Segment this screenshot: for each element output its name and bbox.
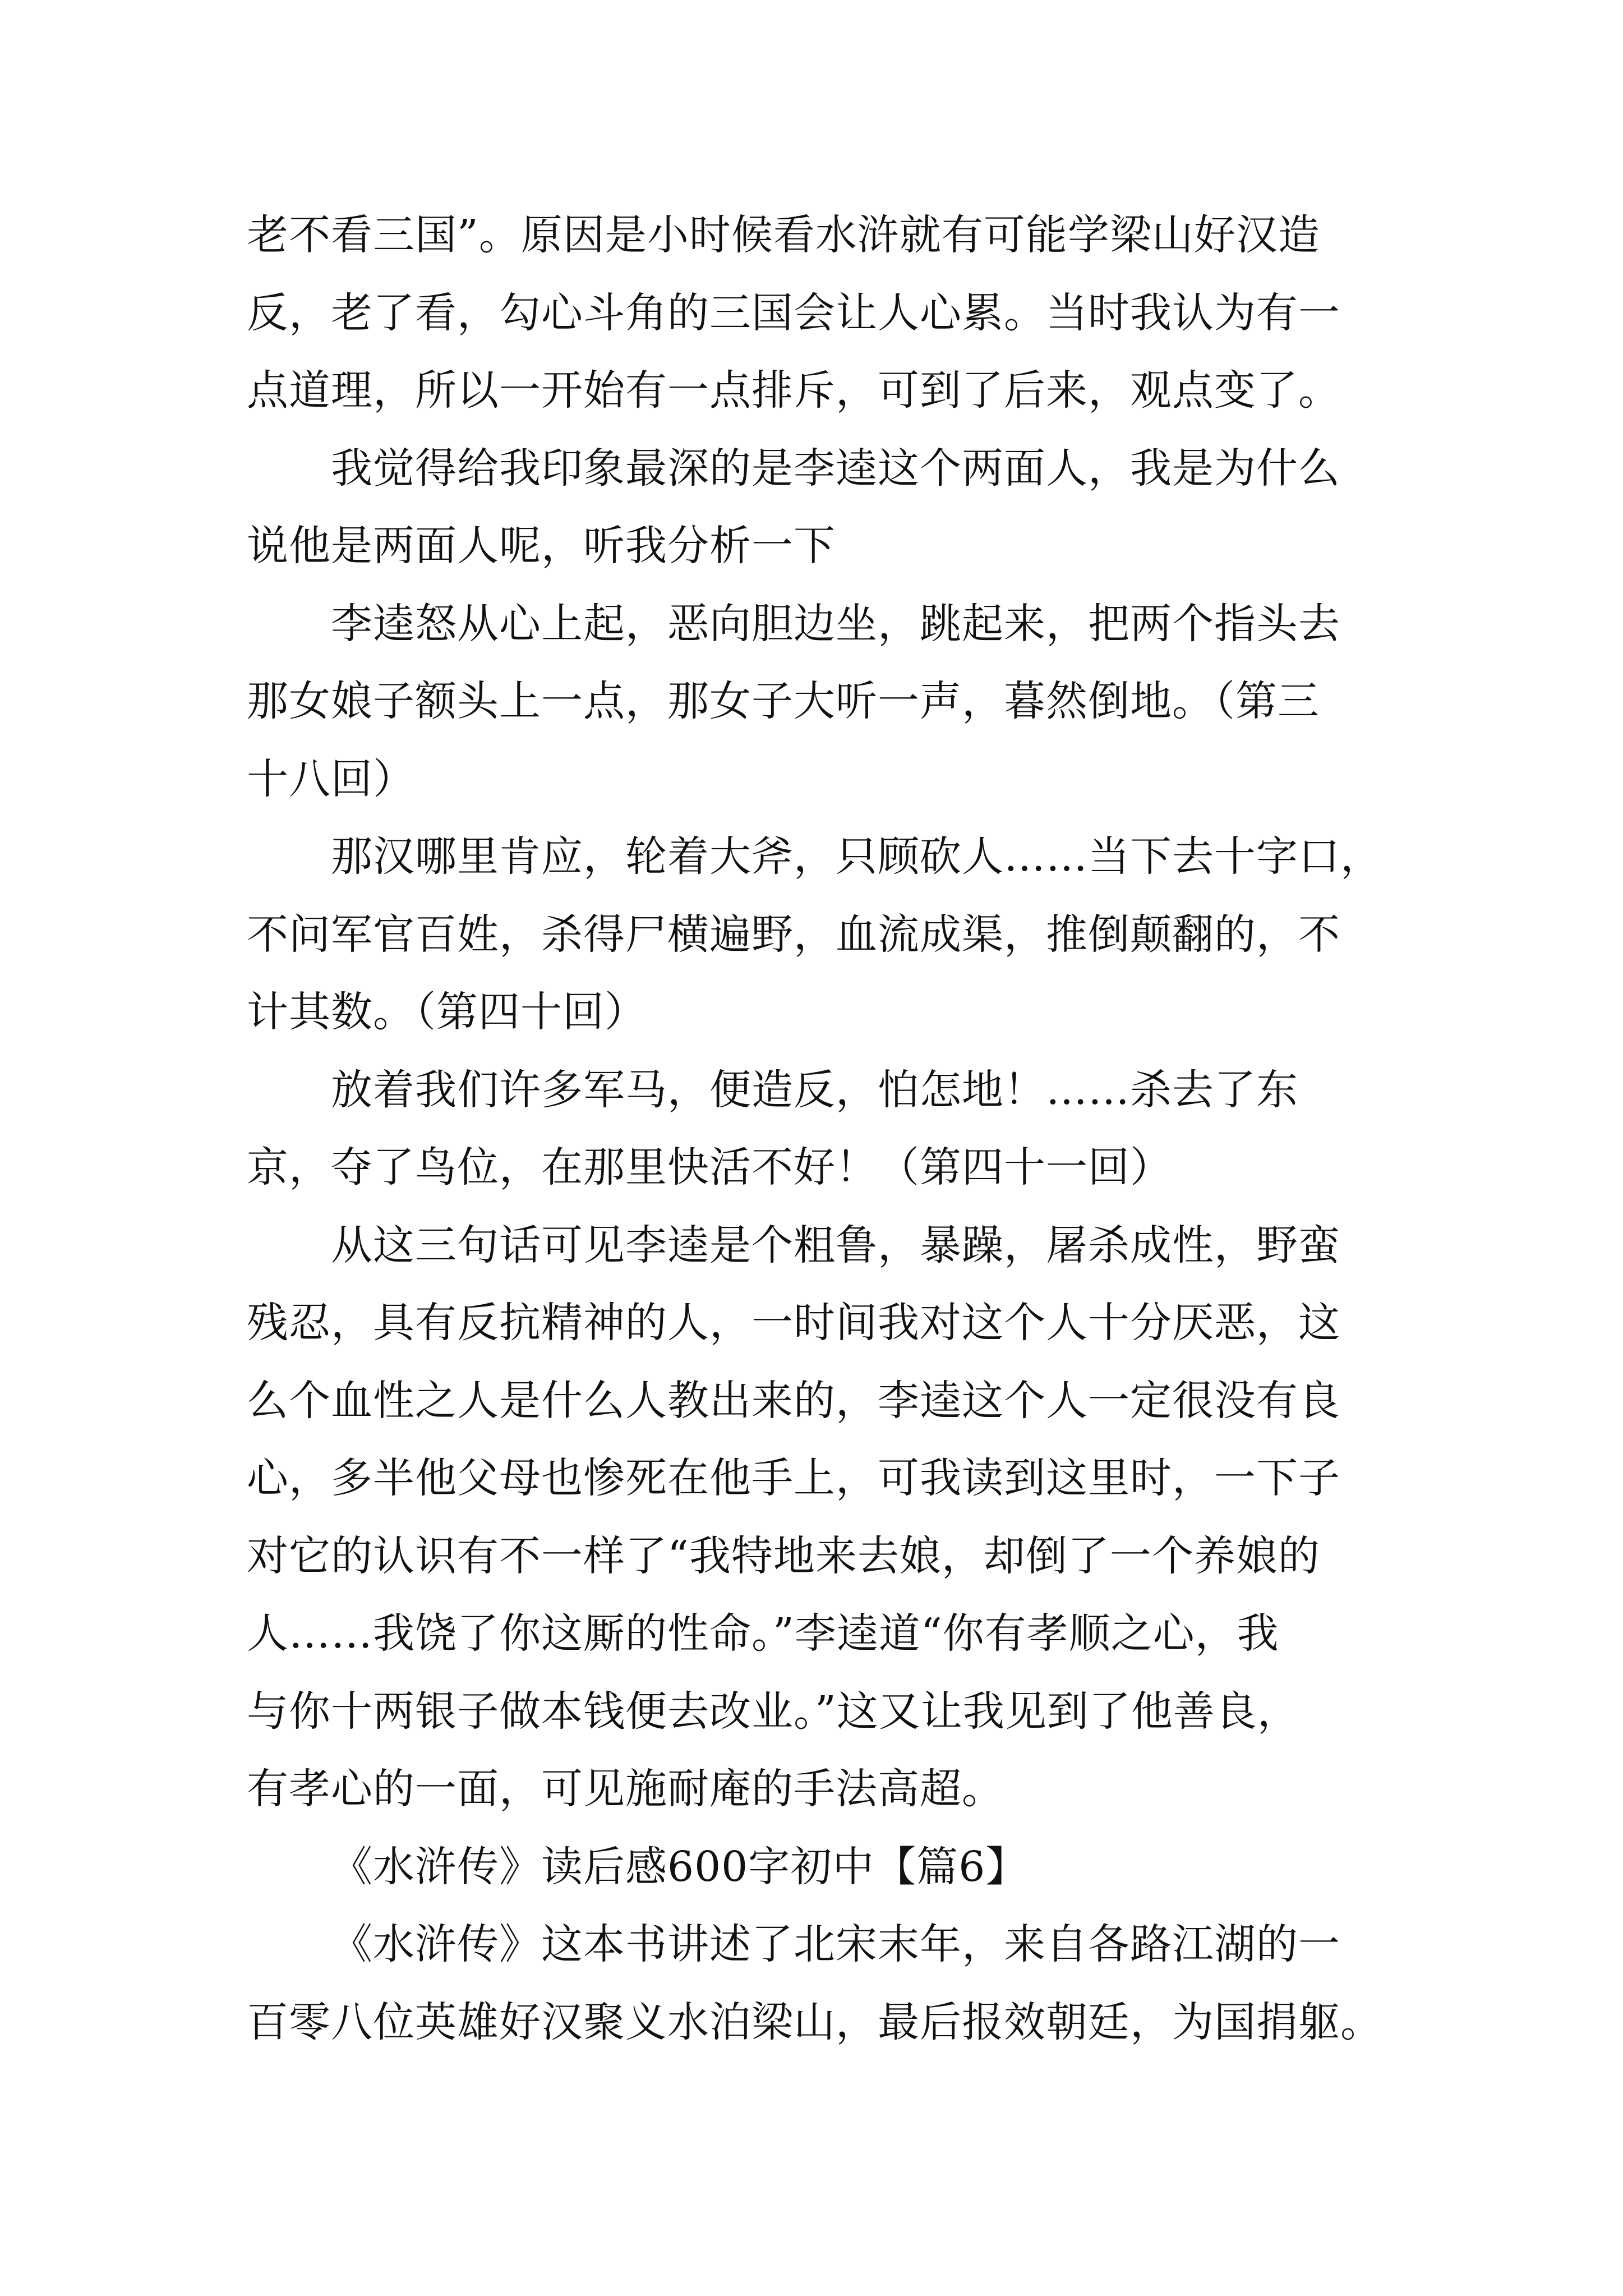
text-line-5: 说他是两面人呢，听我分析一下 (247, 522, 836, 570)
text-line-19: 人……我饶了你这厮的性命。”李逵道“你有孝顺之心，我 (247, 1609, 1279, 1658)
body-text (247, 196, 1402, 2061)
text-line-13: 京，夺了鸟位，在那里快活不好！（第四十一回） (247, 1143, 1172, 1191)
quote-1-start: 李逵怒从心上起，恶向胆边坐，跳起来，把两个指头去 (331, 599, 1340, 648)
text-line-17: 心，多半他父母也惨死在他手上，可我读到这里时，一下子 (247, 1454, 1340, 1502)
text-line-3: 点道理，所以一开始有一点排斥，可到了后来，观点变了。 (247, 366, 1340, 415)
paragraph-start-line: 我觉得给我印象最深的是李逵这个两面人，我是为什么 (331, 444, 1340, 493)
quote-2-start: 那汉哪里肯应，轮着大斧，只顾砍人……当下去十字口， (331, 832, 1382, 881)
text-line-21: 有孝心的一面，可见施耐庵的手法高超。 (247, 1765, 1004, 1813)
text-line-16: 么个血性之人是什么人教出来的，李逵这个人一定很没有良 (247, 1376, 1340, 1425)
text-line-2: 反，老了看，勾心斗角的三国会让人心累。当时我认为有一 (247, 288, 1340, 337)
next-paragraph-start: 《水浒传》这本书讲述了北宋末年，来自各路江湖的一 (331, 1920, 1340, 1968)
text-line-11: 计其数。（第四十回） (247, 988, 647, 1036)
text-line-1: 老不看三国”。原因是小时候看水浒就有可能学梁山好汉造 (247, 211, 1320, 259)
text-line-24: 百零八位英雄好汉聚义水泊梁山，最后报效朝廷，为国捐躯。 (247, 1998, 1382, 2046)
text-line-18: 对它的认识有不一样了“我特地来去娘，却倒了一个养娘的 (247, 1531, 1320, 1580)
text-line-7: 那女娘子额头上一点，那女子大听一声，暮然倒地。（第三 (247, 677, 1320, 725)
text-line-10: 不问军官百姓，杀得尸横遍野，血流成渠，推倒颠翻的，不 (247, 910, 1340, 959)
section-heading: 《水浒传》读后感600字初中【篇6】 (331, 1842, 1028, 1891)
quote-3-start: 放着我们许多军马，便造反，怕怎地！……杀去了东 (331, 1065, 1298, 1114)
text-line-8: 十八回） (247, 754, 415, 803)
text-line-15: 残忍，具有反抗精神的人，一时间我对这个人十分厌恶，这 (247, 1299, 1340, 1347)
analysis-paragraph-start: 从这三句话可见李逵是个粗鲁，暴躁，屠杀成性，野蛮 (331, 1221, 1340, 1269)
text-line-20: 与你十两银子做本钱便去改业。”这又让我见到了他善良， (247, 1687, 1299, 1736)
